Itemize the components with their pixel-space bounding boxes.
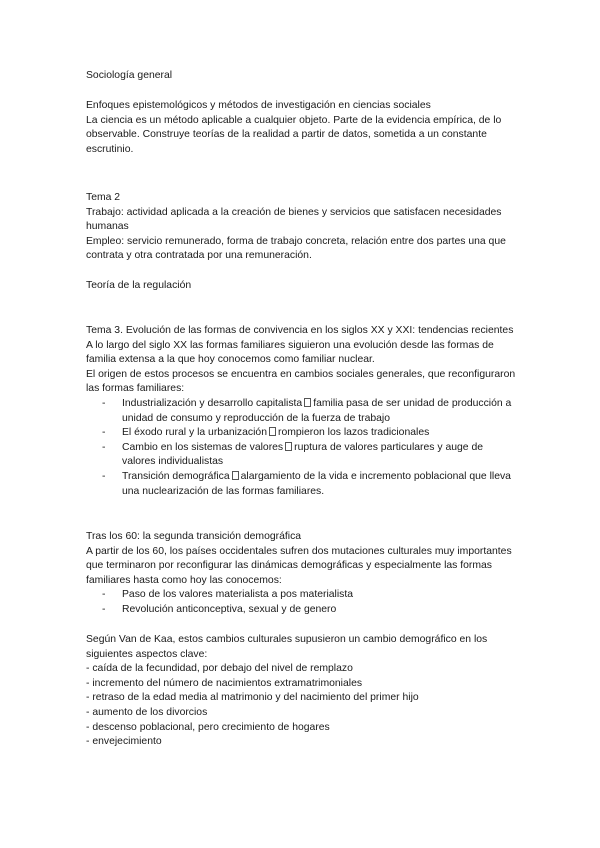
section-paragraph: A partir de los 60, los países occidentales sufren dos mutaciones culturales muy importantes que terminaron por reconfigurar las dinámicas demográficas y especialmente las formas familiares hasta como hoy las conocemos: (86, 545, 512, 586)
section-epistemology (86, 99, 516, 157)
document-title: Sociología general (86, 70, 173, 81)
mutations-list (86, 588, 516, 617)
list-item: - incremento del número de nacimientos extramatrimoniales (86, 677, 363, 689)
section-paragraph: A lo largo del siglo XX las formas familiares siguieron una evolución desde las formas de familia extensa a la que hoy conocemos como familiar nuclear. (86, 339, 494, 366)
list-item: - aumento de los divorcios (86, 706, 208, 718)
missing-glyph-icon (269, 427, 276, 436)
section-paragraph: La ciencia es un método aplicable a cualquier objeto. Parte de la evidencia empírica, de lo observable. Construye teorías de la realidad a partir de datos, sometida a un constante escrutinio. (86, 114, 502, 155)
list-item: - Industrialización y desarrollo capitalista familia pasa de ser unidad de producción a unidad de consumo y reproducción de la fuerza de trabajo (86, 397, 516, 426)
section-tras60 (86, 530, 516, 618)
section-tema2 (86, 191, 516, 264)
definition-empleo: Empleo: servicio remunerado, forma de trabajo concreta, relación entre dos partes una que contrata y otra contratada por una remuneración. (86, 235, 506, 262)
section-heading: Tema 3. Evolución de las formas de convivencia en los siglos XX y XXI: tendencias recientes (86, 325, 514, 336)
list-item: - El éxodo rural y la urbanización rompieron los lazos tradicionales (86, 426, 516, 441)
section-paragraph: El origen de estos procesos se encuentra en cambios sociales generales, que reconfiguraron las formas familiares: (86, 368, 516, 395)
section-heading: Enfoques epistemológicos y métodos de investigación en ciencias sociales (86, 100, 431, 111)
section-regulacion (86, 279, 516, 294)
list-item: - retraso de la edad media al matrimonio y del nacimiento del primer hijo (86, 692, 419, 704)
section-heading: Teoría de la regulación (86, 280, 192, 291)
section-paragraph: Según Van de Kaa, estos cambios culturales supusieron un cambio demográfico en los siguientes aspectos clave: (86, 634, 488, 660)
list-item: - Cambio en los sistemas de valores ruptura de valores particulares y auge de valores individualistas (86, 441, 516, 470)
causes-list (86, 397, 516, 499)
section-tema3 (86, 324, 516, 499)
list-item: - envejecimiento (86, 736, 162, 748)
section-heading: Tras los 60: la segunda transición demográfica (86, 531, 302, 542)
list-item: - Paso de los valores materialista a pos materialista (86, 588, 516, 603)
list-item: - descenso poblacional, pero crecimiento de hogares (86, 721, 330, 733)
list-item: - caída de la fecundidad, por debajo del nivel de remplazo (86, 663, 353, 675)
section-heading: Tema 2 (86, 192, 121, 203)
missing-glyph-icon (232, 471, 239, 480)
list-item: - Transición demográfica alargamiento de la vida e incremento poblacional que lleva una nuclearización de las formas familiares. (86, 470, 516, 499)
section-vandekaa (86, 633, 516, 750)
missing-glyph-icon (304, 398, 311, 407)
definition-trabajo: Trabajo: actividad aplicada a la creación de bienes y servicios que satisfacen necesidades humanas (86, 206, 502, 233)
list-item: - Revolución anticonceptiva, sexual y de genero (86, 603, 516, 618)
missing-glyph-icon (285, 442, 292, 451)
document-title-block (86, 69, 516, 84)
